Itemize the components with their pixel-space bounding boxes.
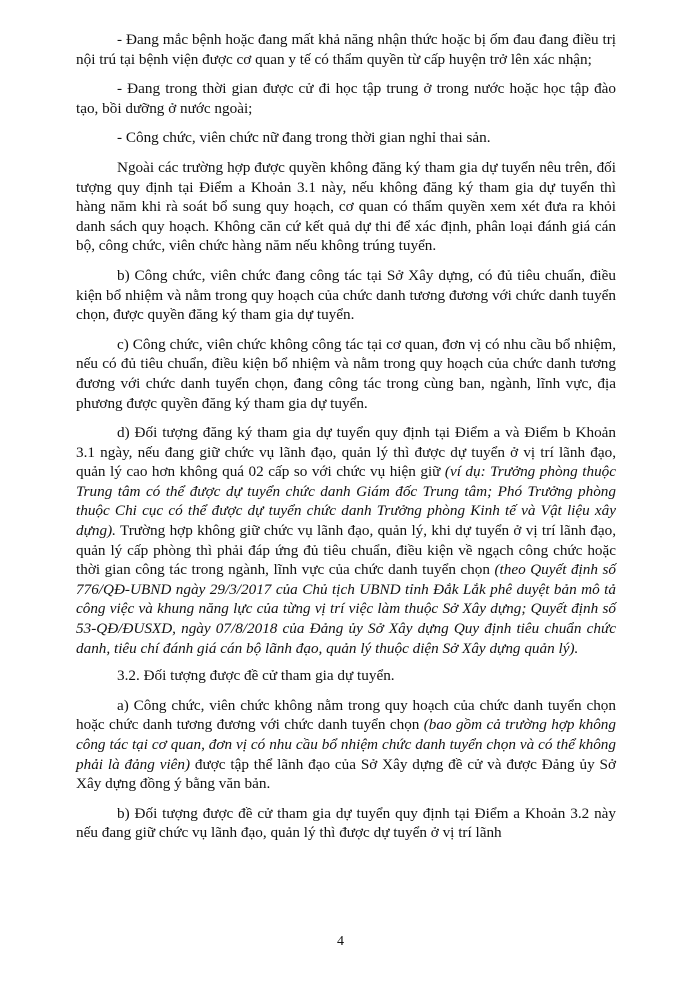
text-run: được tập thể lãnh đạo của Sở Xây dựng đề cử và được Đảng ủy Sở Xây dựng đồng ý bằng văn bản. (76, 755, 617, 793)
paragraph-3-2-item-a (76, 696, 616, 794)
text-run: c) Công chức, viên chức không công tác tại cơ quan, đơn vị có nhu cầu bổ nhiệm, nếu có đủ tiêu chuẩn, điều kiện bổ nhiệm và nằm trong quy hoạch của chức danh tương đương với chức danh tuyển chọn, đang công tác trong cùng ban, ngành, lĩnh vực, địa phương được quyền đăng ký tham gia dự tuyển. (76, 335, 616, 412)
text-run: - Đang mắc bệnh hoặc đang mất khả năng nhận thức hoặc bị ốm đau đang điều trị nội trú tại bệnh viện được cơ quan y tế có thẩm quyền từ cấp huyện trở lên xác nhận; (76, 31, 616, 68)
text-run-italic-example: (ví dụ: Trưởng phòng thuộc Trung tâm có thể được dự tuyển chức danh Giám đốc Trung tâm; Phó Trưởng phòng thuộc Chi cục có thể được dự tuyển chức danh Trưởng phòng Kinh tế và Vật liệu xây dựng). (76, 463, 616, 540)
text-run: Ngoài các trường hợp được quyền không đăng ký tham gia dự tuyển nêu trên, đối tượng quy định tại Điểm a Khoản 3.1 này, nếu không đăng ký tham gia dự tuyển thì hàng năm khi rà soát bổ sung quy hoạch, cơ quan có thẩm quyền xem xét đưa ra khỏi danh sách quy hoạch. Không căn cứ kết quả dự thi để xác định, phân loại đánh giá cán bộ, công chức, viên chức hàng năm nếu không trúng tuyển. (76, 158, 616, 255)
text-run: d) Đối tượng đăng ký tham gia dự tuyển quy định tại Điểm a và Điểm b Khoản 3.1 ngày, nếu đang giữ chức vụ lãnh đạo, quản lý thì được dự tuyển ở vị trí lãnh đạo, quản lý cao hơn không quá 02 cấp so với chức vụ hiện giữ (76, 424, 616, 481)
paragraph-condition-illness (76, 30, 616, 69)
paragraph-item-c (76, 335, 616, 413)
document-body (76, 30, 616, 853)
page-number: 4 (337, 934, 344, 949)
text-run: b) Đối tượng được đề cử tham gia dự tuyển quy định tại Điểm a Khoản 3.2 này nếu đang giữ chức vụ lãnh đạo, quản lý thì được dự tuyển ở vị trí lãnh (76, 804, 616, 842)
text-run: - Đang trong thời gian được cử đi học tập trung ở trong nước hoặc học tập đào tạo, bồi dưỡng ở nước ngoài; (76, 80, 616, 117)
text-run: - Công chức, viên chức nữ đang trong thời gian nghỉ thai sản. (117, 129, 491, 147)
paragraph-item-b (76, 266, 616, 325)
paragraph-item-d (76, 423, 616, 658)
text-run: 3.2. Đối tượng được đề cử tham gia dự tuyển. (117, 667, 395, 685)
paragraph-exceptions (76, 158, 616, 256)
text-run: b) Công chức, viên chức đang công tác tại Sở Xây dựng, có đủ tiêu chuẩn, điều kiện bổ nhiệm và nằm trong quy hoạch của chức danh tương đương với chức danh tuyển chọn, được quyền đăng ký tham gia dự tuyển. (76, 266, 616, 324)
text-run: a) Công chức, viên chức không nằm trong quy hoạch của chức danh tuyển chọn hoặc chức danh tương đương với chức danh tuyển chọn (76, 696, 616, 734)
paragraph-3-2-item-b (76, 804, 616, 843)
paragraph-condition-study (76, 79, 616, 118)
text-run: Trường hợp không giữ chức vụ lãnh đạo, quản lý, khi dự tuyển ở vị trí lãnh đạo, quản lý cấp phòng thì phải đáp ứng đủ tiêu chuẩn, điều kiện về ngạch công chức hoặc thời gian công tác trong ngành, lĩnh vực của chức danh tuyển chọn (76, 522, 616, 579)
paragraph-condition-maternity (76, 128, 616, 148)
section-heading-3-2 (76, 666, 616, 686)
text-run-italic-note: (bao gồm cả trường hợp không công tác tại cơ quan, đơn vị có nhu cầu bổ nhiệm chức danh tuyển chọn và có thể không phải là đảng viên) (76, 716, 616, 773)
text-run-italic-reference: (theo Quyết định số 776/QĐ-UBND ngày 29/3/2017 của Chủ tịch UBND tỉnh Đắk Lắk phê duyệt bản mô tả công việc và khung năng lực của từng vị trí việc làm thuộc Sở Xây dựng; Quyết định số 53-QĐ/ĐUSXD, ngày 07/8/2018 của Đảng ủy Sở Xây dựng Quy định tiêu chuẩn chức danh, tiêu chí đánh giá cán bộ lãnh đạo, quản lý thuộc diện Sở Xây dựng quản lý). (76, 561, 616, 657)
